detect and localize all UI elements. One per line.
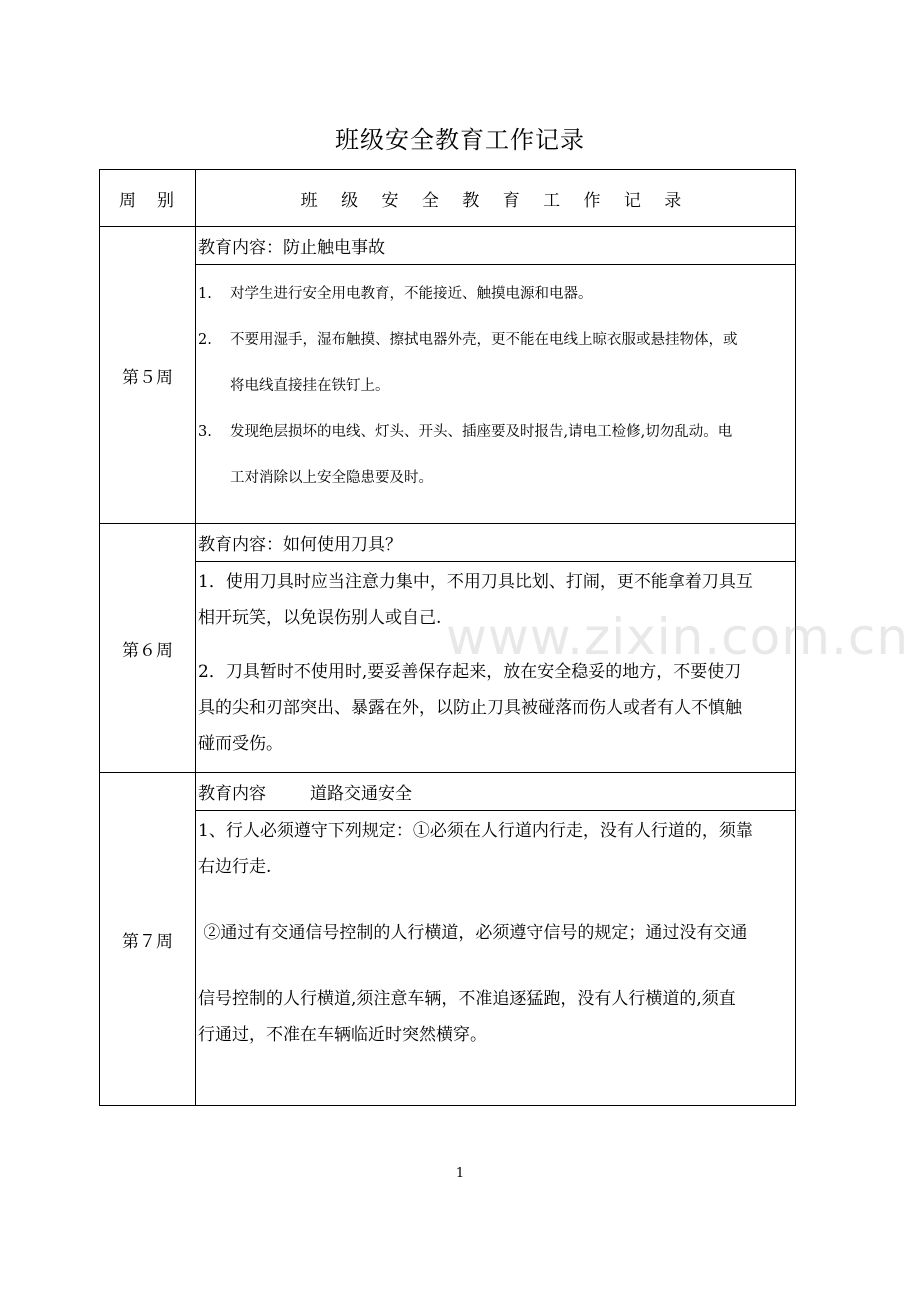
week5-topic: 教育内容：防止触电事故 [196, 227, 796, 265]
week6-label: 第６周 [100, 524, 196, 773]
safety-record-table [99, 169, 796, 1106]
week7-topic: 教育内容 道路交通安全 [196, 773, 796, 811]
week7-body [196, 811, 796, 1106]
paragraph: ②通过有交通信号控制的人行横道，必须遵守信号的规定；通过没有交通 [198, 923, 748, 943]
paragraph: 2．刀具暂时不使用时,要妥善保存起来，放在安全稳妥的地方，不要使刀 具的尖和刃部突出、暴露在外，以防止刀具被碰落而伤人或者有人不慎触 碰而受伤。 [198, 662, 742, 754]
list-item: 2. 不要用湿手，湿布触摸、擦拭电器外壳，更不能在电线上晾衣服或悬挂物体，或 [198, 332, 738, 348]
week6-topic-row [100, 524, 796, 562]
document-title: 班级安全教育工作记录 [335, 126, 585, 154]
watermark: www.zixin.com.cn [446, 608, 910, 666]
table-header-row [100, 170, 796, 227]
week6-body [196, 562, 796, 773]
paragraph: 1．使用刀具时应当注意力集中，不用刀具比划、打闹，更不能拿着刀具互 相开玩笑，以免误伤别人或自己. [198, 572, 753, 628]
list-item: 3. 发现绝层损坏的电线、灯头、开头、插座要及时报告,请电工检修,切勿乱动。电 [198, 424, 733, 440]
week5-label: 第５周 [100, 227, 196, 524]
paragraph: 信号控制的人行横道,须注意车辆，不准追逐猛跑，没有人行横道的,须直 行通过，不准在车辆临近时突然横穿。 [198, 989, 736, 1045]
header-week: 周 别 [100, 170, 196, 227]
list-item-continuation: 将电线直接挂在铁钉上。 [230, 378, 390, 394]
header-content: 班 级 安 全 教 育 工 作 记 录 [196, 170, 796, 227]
list-item-continuation: 工对消除以上安全隐患要及时。 [230, 470, 433, 486]
week5-body [196, 265, 796, 524]
week5-body-row [100, 265, 796, 524]
week5-topic-row [100, 227, 796, 265]
list-item: 1. 对学生进行安全用电教育，不能接近、触摸电源和电器。 [198, 286, 593, 302]
week6-body-row [100, 562, 796, 773]
week7-label: 第７周 [100, 773, 196, 1106]
paragraph: 1、行人必须遵守下列规定：①必须在人行道内行走，没有人行道的，须靠 右边行走. [198, 821, 753, 877]
week7-body-row [100, 811, 796, 1106]
week7-topic-row [100, 773, 796, 811]
week6-topic: 教育内容：如何使用刀具？ [196, 524, 796, 562]
page-number: 1 [455, 1166, 465, 1181]
